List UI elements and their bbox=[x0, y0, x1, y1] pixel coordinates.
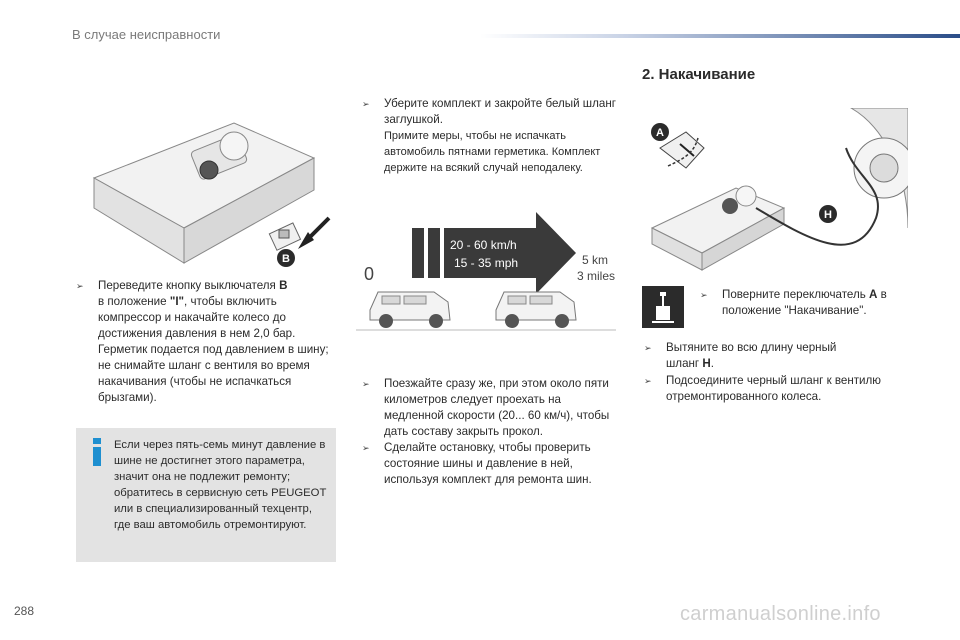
note-keep-kit: Примите меры, чтобы не испачкать автомобиль пятнами герметика. Комплект держите на всякий случай неподалеку. bbox=[384, 130, 601, 174]
bullet-marker-icon: ➢ bbox=[76, 281, 84, 291]
van-left-icon bbox=[370, 292, 450, 328]
bullet-marker-icon: ➢ bbox=[644, 376, 652, 386]
bullet-marker-icon: ➢ bbox=[362, 99, 370, 109]
step-drive: ➢ Поезжайте сразу же, при этом около пяти километров следует проехать на медленной скорости (20... 60 км/ч), чтобы дать составу закрыть прокол. bbox=[362, 377, 610, 438]
step-remove-kit: ➢ Уберите комплект и закройте белый шланг заглушкой. bbox=[362, 97, 616, 126]
section-header-title: В случае неисправности bbox=[72, 27, 221, 42]
distance-km: 5 km bbox=[582, 253, 609, 267]
repair-kit-switch-figure bbox=[84, 118, 338, 278]
label-h: H bbox=[824, 209, 832, 221]
distance-start: 0 bbox=[364, 264, 375, 284]
header-gradient-bar bbox=[480, 34, 960, 38]
inflation-figure bbox=[646, 108, 908, 278]
step-switch-b: ➢ Переведите кнопку выключателя B в положение "I", чтобы включить компрессор и накачайте колесо до достижения давления в нем 2,0 бар. Герметик подается под давлением в шину; не снимайте шланг с вентиля во время накачивания (чтобы не испачкаться брызгами). bbox=[76, 279, 329, 404]
step-connect-hose: ➢ Подсоедините черный шланг к вентилю отремонтированного колеса. bbox=[644, 374, 881, 403]
bullet-marker-icon: ➢ bbox=[362, 379, 370, 389]
info-note-box bbox=[76, 428, 336, 562]
label-a: A bbox=[656, 127, 664, 139]
step-pull-hose-h: ➢ Вытяните во всю длину черный шланг H. bbox=[644, 341, 837, 370]
info-icon bbox=[86, 438, 108, 466]
distance-miles: 3 miles bbox=[577, 269, 616, 283]
van-right-icon bbox=[496, 292, 576, 328]
bullet-marker-icon: ➢ bbox=[644, 343, 652, 353]
step-turn-switch-a: ➢ Поверните переключатель A в положение "Накачивание". bbox=[700, 288, 887, 317]
label-b: B bbox=[282, 253, 290, 265]
bullet-marker-icon: ➢ bbox=[362, 443, 370, 453]
section-title-inflation: 2. Накачивание bbox=[642, 66, 756, 83]
driving-speed-figure bbox=[346, 200, 622, 340]
info-note-text: Если через пять-семь минут давление в шине не достигнет этого параметра, значит она не подлежит ремонту; обратитесь в сервисную сеть PEUGEOT или в специализированный техцентр, где ваш автомобиль отремонтируют. bbox=[114, 439, 327, 531]
speed-mph: 15 - 35 mph bbox=[454, 256, 519, 270]
speed-kmh: 20 - 60 km/h bbox=[450, 238, 517, 252]
bullet-marker-icon: ➢ bbox=[700, 290, 708, 300]
step-stop-check: ➢ Сделайте остановку, чтобы проверить состояние шины и давление в ней, используя комплект для ремонта шин. bbox=[362, 441, 592, 486]
page-number: 288 bbox=[14, 604, 35, 618]
watermark: carmanualsonline.info bbox=[680, 603, 881, 625]
inflate-pump-icon bbox=[642, 286, 684, 328]
